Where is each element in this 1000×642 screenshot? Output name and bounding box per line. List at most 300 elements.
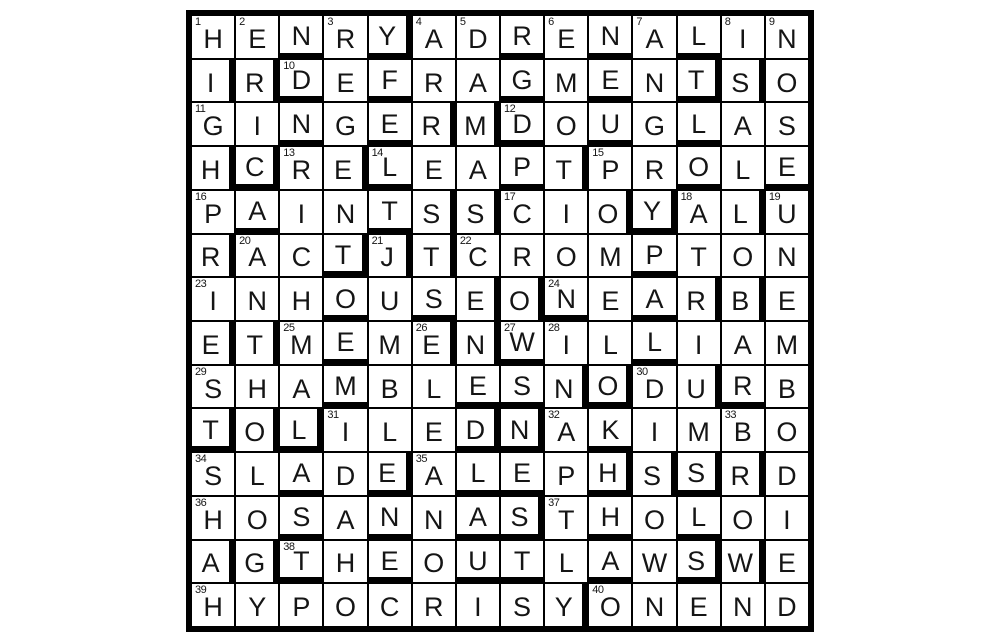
grid-cell-r8c14[interactable]	[766, 322, 808, 364]
grid-cell-r5c1[interactable]	[192, 191, 234, 233]
clue-number: 22	[459, 234, 472, 247]
grid-cell-r8c5[interactable]	[369, 322, 411, 364]
grid-cell-r8c9[interactable]	[545, 322, 587, 364]
grid-cell-r11c10[interactable]	[589, 453, 631, 495]
grid-cell-r14c8[interactable]	[501, 584, 543, 626]
grid-cell-r5c13[interactable]	[722, 191, 764, 233]
grid-cell-r5c14[interactable]	[766, 191, 808, 233]
grid-cell-r1c12[interactable]	[678, 16, 720, 58]
cell-letter: E	[601, 65, 620, 96]
grid-cell-r14c1[interactable]	[192, 584, 234, 626]
grid-cell-r1c5[interactable]	[369, 16, 411, 58]
cell-letter: A	[336, 504, 355, 535]
grid-cell-r3c2[interactable]	[236, 103, 278, 145]
grid-cell-r11c14[interactable]	[766, 453, 808, 495]
grid-cell-r2c10[interactable]	[589, 60, 631, 102]
cell-letter: M	[554, 67, 578, 98]
grid-cell-r4c9[interactable]	[545, 147, 587, 189]
grid-cell-r11c11[interactable]	[633, 453, 675, 495]
cell-letter: A	[557, 417, 576, 448]
cell-letter: M	[464, 111, 487, 142]
cell-letter: L	[691, 502, 707, 533]
cell-letter: R	[291, 154, 312, 185]
grid-cell-r5c10[interactable]	[589, 191, 631, 233]
grid-cell-r2c9[interactable]	[545, 60, 587, 102]
cell-letter: D	[335, 460, 356, 491]
grid-cell-r14c12[interactable]	[678, 584, 720, 626]
grid-cell-r14c3[interactable]	[280, 584, 322, 626]
cell-letter: P	[645, 239, 664, 270]
grid-cell-r5c2[interactable]	[236, 191, 278, 233]
cell-letter: R	[730, 460, 751, 491]
grid-cell-r5c6[interactable]	[413, 191, 455, 233]
grid-cell-r1c1[interactable]	[192, 16, 234, 58]
grid-cell-r2c4[interactable]	[324, 60, 366, 102]
grid-cell-r9c9[interactable]	[545, 366, 587, 408]
cell-letter: Y	[248, 592, 267, 623]
grid-cell-r13c2[interactable]	[236, 541, 278, 583]
grid-cell-r1c8[interactable]	[501, 16, 543, 58]
grid-cell-r4c3[interactable]	[280, 147, 322, 189]
grid-cell-r1c3[interactable]	[280, 16, 322, 58]
grid-cell-r1c4[interactable]	[324, 16, 366, 58]
grid-cell-r13c14[interactable]	[766, 541, 808, 583]
grid-cell-r7c13[interactable]	[722, 278, 764, 320]
grid-cell-r10c13[interactable]	[722, 409, 764, 451]
cell-letter: A	[248, 242, 267, 273]
grid-cell-r13c1[interactable]	[192, 541, 234, 583]
grid-cell-r9c8[interactable]	[501, 366, 543, 408]
grid-cell-r3c12[interactable]	[678, 103, 720, 145]
grid-cell-r10c7[interactable]	[457, 409, 499, 451]
grid-cell-r2c12[interactable]	[678, 60, 720, 102]
grid-cell-r5c5[interactable]	[369, 191, 411, 233]
cell-letter: R	[686, 286, 706, 317]
cell-letter: S	[510, 502, 529, 533]
grid-cell-r12c7[interactable]	[457, 497, 499, 539]
grid-cell-r12c13[interactable]	[722, 497, 764, 539]
clue-number: 35	[415, 453, 427, 466]
cell-letter: E	[248, 23, 267, 54]
grid-cell-r10c9[interactable]	[545, 409, 587, 451]
cell-letter: O	[246, 504, 268, 535]
grid-cell-r13c3[interactable]	[280, 541, 322, 583]
grid-cell-r1c6[interactable]	[413, 16, 455, 58]
cell-letter: T	[334, 239, 352, 270]
grid-cell-r10c2[interactable]	[236, 409, 278, 451]
grid-cell-r6c4[interactable]	[324, 235, 366, 277]
grid-cell-r1c9[interactable]	[545, 16, 587, 58]
cell-letter: E	[380, 108, 399, 139]
cell-letter: A	[733, 329, 752, 360]
grid-cell-r11c2[interactable]	[236, 453, 278, 495]
grid-cell-r14c6[interactable]	[413, 584, 455, 626]
clue-number: 37	[548, 496, 560, 509]
grid-cell-r11c4[interactable]	[324, 453, 366, 495]
grid-cell-r5c12[interactable]	[678, 191, 720, 233]
grid-cell-r2c3[interactable]	[280, 60, 322, 102]
grid-cell-r3c11[interactable]	[633, 103, 675, 145]
cell-letter: B	[731, 286, 750, 317]
grid-cell-r3c9[interactable]	[545, 103, 587, 145]
grid-cell-r3c13[interactable]	[722, 103, 764, 145]
grid-cell-r12c12[interactable]	[678, 497, 720, 539]
grid-cell-r6c7[interactable]	[457, 235, 499, 277]
cell-letter: S	[424, 283, 443, 314]
cell-letter: L	[602, 329, 618, 360]
cell-letter: N	[644, 67, 665, 98]
grid-cell-r12c1[interactable]	[192, 497, 234, 539]
grid-cell-r1c14[interactable]	[766, 16, 808, 58]
grid-cell-r14c14[interactable]	[766, 584, 808, 626]
grid-cell-r7c11[interactable]	[633, 278, 675, 320]
cell-letter: H	[203, 592, 223, 623]
grid-cell-r3c5[interactable]	[369, 103, 411, 145]
cell-letter: G	[643, 111, 665, 142]
grid-cell-r10c10[interactable]	[589, 409, 631, 451]
grid-cell-r9c14[interactable]	[766, 366, 808, 408]
grid-cell-r10c4[interactable]	[324, 409, 366, 451]
grid-cell-r7c1[interactable]	[192, 278, 234, 320]
grid-cell-r7c14[interactable]	[766, 278, 808, 320]
clue-number: 2	[239, 16, 245, 28]
grid-cell-r5c7[interactable]	[457, 191, 499, 233]
clue-number: 27	[503, 322, 516, 334]
grid-cell-r14c7[interactable]	[457, 584, 499, 626]
cell-letter: A	[468, 154, 487, 185]
grid-cell-r2c13[interactable]	[722, 60, 764, 102]
cell-letter: L	[291, 414, 307, 445]
cell-letter: D	[644, 373, 665, 404]
grid-cell-r4c8[interactable]	[501, 147, 543, 189]
grid-cell-r3c10[interactable]	[589, 103, 631, 145]
grid-cell-r13c8[interactable]	[501, 541, 543, 583]
cell-letter: O	[334, 283, 356, 314]
grid-cell-r12c10[interactable]	[589, 497, 631, 539]
grid-cell-r4c11[interactable]	[633, 147, 675, 189]
grid-cell-r3c8[interactable]	[501, 103, 543, 145]
grid-cell-r8c4[interactable]	[324, 322, 366, 364]
grid-cell-r13c7[interactable]	[457, 541, 499, 583]
clue-number: 4	[415, 16, 422, 28]
grid-cell-r3c6[interactable]	[413, 103, 455, 145]
grid-cell-r10c5[interactable]	[369, 409, 411, 451]
grid-cell-r8c10[interactable]	[589, 322, 631, 364]
grid-cell-r4c10[interactable]	[589, 147, 631, 189]
grid-cell-r9c10[interactable]	[589, 366, 631, 408]
cell-letter: M	[687, 417, 710, 448]
cell-letter: E	[336, 327, 355, 358]
cell-letter: T	[557, 504, 575, 535]
grid-cell-r12c9[interactable]	[545, 497, 587, 539]
grid-cell-r13c6[interactable]	[413, 541, 455, 583]
grid-cell-r13c4[interactable]	[324, 541, 366, 583]
grid-cell-r2c11[interactable]	[633, 60, 675, 102]
grid-cell-r6c14[interactable]	[766, 235, 808, 277]
cell-letter: N	[509, 414, 530, 445]
clue-number: 30	[636, 365, 648, 378]
grid-cell-r6c1[interactable]	[192, 235, 234, 277]
grid-cell-r9c6[interactable]	[413, 366, 455, 408]
grid-cell-r11c1[interactable]	[192, 453, 234, 495]
grid-cell-r13c9[interactable]	[545, 541, 587, 583]
clue-number: 19	[768, 190, 781, 203]
grid-cell-r2c8[interactable]	[501, 60, 543, 102]
clue-number: 20	[239, 234, 251, 247]
grid-cell-r6c9[interactable]	[545, 235, 587, 277]
grid-cell-r12c4[interactable]	[324, 497, 366, 539]
cell-letter: E	[777, 286, 796, 317]
grid-cell-r4c13[interactable]	[722, 147, 764, 189]
grid-cell-r9c3[interactable]	[280, 366, 322, 408]
cell-letter: U	[379, 286, 400, 317]
grid-cell-r4c2[interactable]	[236, 147, 278, 189]
cell-letter: N	[465, 329, 486, 360]
grid-cell-r10c14[interactable]	[766, 409, 808, 451]
cell-letter: N	[777, 23, 797, 54]
cell-letter: A	[601, 545, 620, 576]
cell-letter: S	[466, 198, 485, 229]
clue-number: 23	[195, 278, 207, 291]
cell-letter: E	[201, 329, 220, 360]
grid-cell-r14c4[interactable]	[324, 584, 366, 626]
grid-cell-r7c4[interactable]	[324, 278, 366, 320]
grid-cell-r9c7[interactable]	[457, 366, 499, 408]
grid-cell-r14c9[interactable]	[545, 584, 587, 626]
cell-letter: H	[203, 23, 223, 54]
grid-cell-r14c2[interactable]	[236, 584, 278, 626]
grid-cell-r9c13[interactable]	[722, 366, 764, 408]
grid-cell-r7c2[interactable]	[236, 278, 278, 320]
grid-cell-r11c5[interactable]	[369, 453, 411, 495]
grid-cell-r11c12[interactable]	[678, 453, 720, 495]
cell-letter: S	[513, 592, 532, 623]
grid-cell-r5c8[interactable]	[501, 191, 543, 233]
grid-cell-r8c11[interactable]	[633, 322, 675, 364]
cell-letter: B	[380, 373, 399, 404]
cell-letter: M	[290, 329, 313, 360]
grid-cell-r1c13[interactable]	[722, 16, 764, 58]
cell-letter: Y	[378, 21, 397, 52]
grid-cell-r7c6[interactable]	[413, 278, 455, 320]
grid-cell-r11c7[interactable]	[457, 453, 499, 495]
cell-letter: U	[777, 198, 797, 229]
grid-cell-r12c14[interactable]	[766, 497, 808, 539]
grid-cell-r8c13[interactable]	[722, 322, 764, 364]
grid-cell-r8c12[interactable]	[678, 322, 720, 364]
cell-letter: N	[291, 108, 312, 139]
grid-cell-r11c13[interactable]	[722, 453, 764, 495]
grid-cell-r6c11[interactable]	[633, 235, 675, 277]
grid-cell-r1c7[interactable]	[457, 16, 499, 58]
grid-cell-r2c5[interactable]	[369, 60, 411, 102]
grid-cell-r8c3[interactable]	[280, 322, 322, 364]
clue-number: 31	[327, 409, 339, 422]
grid-cell-r3c3[interactable]	[280, 103, 322, 145]
cell-letter: T	[555, 154, 572, 185]
clue-number: 29	[195, 365, 207, 378]
grid-cell-r1c11[interactable]	[633, 16, 675, 58]
cell-letter: A	[468, 502, 487, 533]
grid-cell-r10c8[interactable]	[501, 409, 543, 451]
grid-cell-r7c12[interactable]	[678, 278, 720, 320]
cell-letter: K	[601, 414, 620, 445]
clue-number: 26	[415, 322, 427, 334]
grid-cell-r14c13[interactable]	[722, 584, 764, 626]
clue-number: 40	[592, 584, 604, 597]
cell-letter: O	[423, 548, 445, 579]
cell-letter: N	[247, 286, 267, 317]
grid-cell-r8c2[interactable]	[236, 322, 278, 364]
grid-cell-r3c7[interactable]	[457, 103, 499, 145]
grid-cell-r9c12[interactable]	[678, 366, 720, 408]
cell-letter: S	[292, 502, 311, 533]
grid-cell-r3c4[interactable]	[324, 103, 366, 145]
grid-cell-r4c14[interactable]	[766, 147, 808, 189]
grid-cell-r4c6[interactable]	[413, 147, 455, 189]
grid-cell-r14c5[interactable]	[369, 584, 411, 626]
grid-cell-r7c8[interactable]	[501, 278, 543, 320]
grid-cell-r14c10[interactable]	[589, 584, 631, 626]
grid-cell-r12c5[interactable]	[369, 497, 411, 539]
clue-number: 8	[724, 16, 731, 28]
cell-letter: N	[291, 21, 312, 52]
grid-cell-r12c2[interactable]	[236, 497, 278, 539]
grid-cell-r7c5[interactable]	[369, 278, 411, 320]
grid-cell-r13c10[interactable]	[589, 541, 631, 583]
cell-letter: E	[424, 154, 443, 185]
grid-cell-r9c1[interactable]	[192, 366, 234, 408]
grid-cell-r8c8[interactable]	[501, 322, 543, 364]
grid-cell-r13c13[interactable]	[722, 541, 764, 583]
cell-letter: T	[423, 242, 440, 273]
cell-letter: I	[783, 504, 791, 535]
cell-letter: T	[246, 329, 263, 360]
grid-cell-r7c7[interactable]	[457, 278, 499, 320]
grid-cell-r13c11[interactable]	[633, 541, 675, 583]
grid-cell-r2c7[interactable]	[457, 60, 499, 102]
grid-cell-r4c4[interactable]	[324, 147, 366, 189]
grid-cell-r7c3[interactable]	[280, 278, 322, 320]
grid-cell-r6c8[interactable]	[501, 235, 543, 277]
grid-cell-r10c12[interactable]	[678, 409, 720, 451]
grid-cell-r11c8[interactable]	[501, 453, 543, 495]
grid-cell-r2c2[interactable]	[236, 60, 278, 102]
grid-cell-r5c3[interactable]	[280, 191, 322, 233]
cell-letter: L	[426, 373, 442, 404]
grid-cell-r7c10[interactable]	[589, 278, 631, 320]
clue-number: 16	[195, 190, 207, 203]
cell-letter: U	[600, 108, 621, 139]
clue-number: 34	[195, 453, 207, 466]
grid-cell-r3c1[interactable]	[192, 103, 234, 145]
cell-letter: J	[380, 242, 394, 273]
cell-letter: S	[777, 111, 796, 142]
cell-letter: F	[381, 65, 398, 96]
cell-letter: N	[733, 592, 753, 623]
cell-letter: O	[599, 592, 621, 623]
grid-cell-r7c9[interactable]	[545, 278, 587, 320]
grid-cell-r13c12[interactable]	[678, 541, 720, 583]
grid-cell-r8c1[interactable]	[192, 322, 234, 364]
cell-letter: A	[201, 548, 220, 579]
grid-cell-r2c1[interactable]	[192, 60, 234, 102]
grid-cell-r12c11[interactable]	[633, 497, 675, 539]
cell-letter: T	[381, 196, 398, 227]
cell-letter: W	[641, 548, 668, 579]
grid-cell-r8c7[interactable]	[457, 322, 499, 364]
grid-cell-r6c13[interactable]	[722, 235, 764, 277]
cell-letter: O	[688, 152, 710, 183]
cell-letter: G	[202, 111, 224, 142]
grid-cell-r6c6[interactable]	[413, 235, 455, 277]
cell-letter: N	[553, 373, 574, 404]
cell-letter: E	[466, 286, 485, 317]
grid-cell-r5c9[interactable]	[545, 191, 587, 233]
grid-cell-r6c3[interactable]	[280, 235, 322, 277]
grid-cell-r8c6[interactable]	[413, 322, 455, 364]
grid-cell-r9c4[interactable]	[324, 366, 366, 408]
grid-cell-r11c9[interactable]	[545, 453, 587, 495]
cell-letter: I	[253, 111, 261, 142]
grid-cell-r9c11[interactable]	[633, 366, 675, 408]
grid-cell-r10c11[interactable]	[633, 409, 675, 451]
grid-cell-r12c3[interactable]	[280, 497, 322, 539]
grid-cell-r6c10[interactable]	[589, 235, 631, 277]
cell-letter: R	[200, 242, 221, 273]
cell-letter: E	[378, 458, 397, 489]
grid-cell-r6c5[interactable]	[369, 235, 411, 277]
grid-cell-r1c10[interactable]	[589, 16, 631, 58]
grid-cell-r2c14[interactable]	[766, 60, 808, 102]
cell-letter: E	[557, 23, 576, 54]
clue-number: 13	[283, 147, 295, 160]
grid-cell-r14c11[interactable]	[633, 584, 675, 626]
cell-letter: O	[732, 504, 754, 535]
cell-letter: L	[470, 458, 486, 489]
grid-cell-r5c4[interactable]	[324, 191, 366, 233]
clue-number: 36	[195, 496, 207, 509]
grid-cell-r2c6[interactable]	[413, 60, 455, 102]
grid-cell-r13c5[interactable]	[369, 541, 411, 583]
cell-letter: R	[424, 67, 444, 98]
grid-cell-r10c6[interactable]	[413, 409, 455, 451]
grid-cell-r1c2[interactable]	[236, 16, 278, 58]
grid-cell-r4c7[interactable]	[457, 147, 499, 189]
grid-cell-r12c8[interactable]	[501, 497, 543, 539]
grid-cell-r5c11[interactable]	[633, 191, 675, 233]
clue-number: 24	[548, 278, 560, 291]
grid-cell-r10c1[interactable]	[192, 409, 234, 451]
grid-cell-r12c6[interactable]	[413, 497, 455, 539]
grid-cell-r10c3[interactable]	[280, 409, 322, 451]
grid-cell-r6c12[interactable]	[678, 235, 720, 277]
grid-cell-r11c6[interactable]	[413, 453, 455, 495]
cell-letter: T	[202, 414, 219, 445]
grid-cell-r4c5[interactable]	[369, 147, 411, 189]
grid-cell-r9c5[interactable]	[369, 366, 411, 408]
grid-cell-r3c14[interactable]	[766, 103, 808, 145]
cell-letter: A	[424, 460, 443, 491]
grid-cell-r4c1[interactable]	[192, 147, 234, 189]
cell-letter: I	[562, 329, 570, 360]
grid-cell-r4c12[interactable]	[678, 147, 720, 189]
cell-letter: I	[297, 198, 306, 229]
grid-cell-r11c3[interactable]	[280, 453, 322, 495]
grid-cell-r9c2[interactable]	[236, 366, 278, 408]
grid-cell-r6c2[interactable]	[236, 235, 278, 277]
clue-number: 7	[636, 16, 643, 28]
